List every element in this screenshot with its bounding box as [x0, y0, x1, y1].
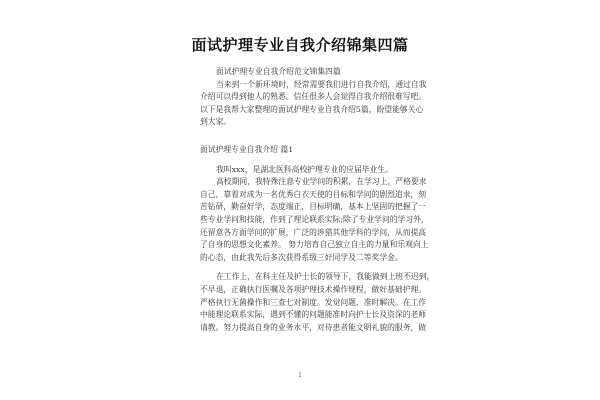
text-line: 苦钻研，勤奋好学，态度端正，目标明确，基本上坚固的把握了一 [200, 202, 427, 212]
text-line: 自己，靠着对成为一名优秀白衣天使的目标和学问的剧烈追求，刻 [200, 189, 427, 199]
text-line: 以下是我帮大家整理的面试护理专业自我介绍5篇，盼望能够关心 [200, 104, 424, 114]
text-line: 高校期间，我特殊注意专业学问的积累，在学习上，严格要求 [216, 177, 427, 187]
text-line: 些专业学问和技能，作到了理论联系实际;除了专业学问的学习外， [200, 214, 429, 224]
text-line: 的心态，由此我先后多次获得系级三好同学及二等奖学金。 [200, 252, 403, 262]
text-line: 请教。努力提高自身的业务水平，对待患者能文明礼貌的服务，做 [200, 322, 427, 332]
text-line: 在工作上，在科主任及护士长的领导下，我能做到上班不迟到， [216, 272, 435, 282]
document-subtitle: 面试护理专业自我介绍范文锦集四篇 [216, 67, 341, 76]
paragraph-3 [200, 271, 435, 334]
text-line: 到大家。 [200, 117, 232, 127]
section-heading: 面试护理专业自我介绍 篇1 [200, 144, 294, 154]
text-line: 当来到一个新环境时，经常需要我们进行自我介绍，通过自我 [216, 79, 427, 89]
document-title: 面试护理专业自我介绍锦集四篇 [191, 36, 409, 54]
text-line: 严格执行无菌操作和三查七对制度。发觉问题，准时解决。在工作 [200, 297, 427, 307]
document-body [200, 66, 435, 334]
text-line: 还留意各方面学问的扩展，广泛的涉猎其他学科的学问，从而提高 [200, 227, 427, 237]
paragraph-2 [200, 176, 429, 264]
text-line: 不早退，正确执行医嘱及各项护理技术操作规程，做好基础护理。 [200, 284, 427, 294]
text-line: 了自身的思想文化素养。 努力培育自己独立自主的力量和乐观向上 [200, 240, 429, 250]
text-line: 我叫xxx，是湖北医科高校护理专业的应届毕业生。 [216, 164, 393, 174]
text-line: 中能理论联系实际，遇到不懂的问题能准时向护士长及资深的老师 [200, 310, 427, 320]
page-number: 1 [298, 372, 302, 379]
text-line: 介绍可以得到他人的熟悉。信任很多人会觉得自我介绍很难写吧。 [200, 92, 427, 102]
paragraph-1 [200, 164, 406, 177]
intro-paragraph [200, 79, 427, 129]
